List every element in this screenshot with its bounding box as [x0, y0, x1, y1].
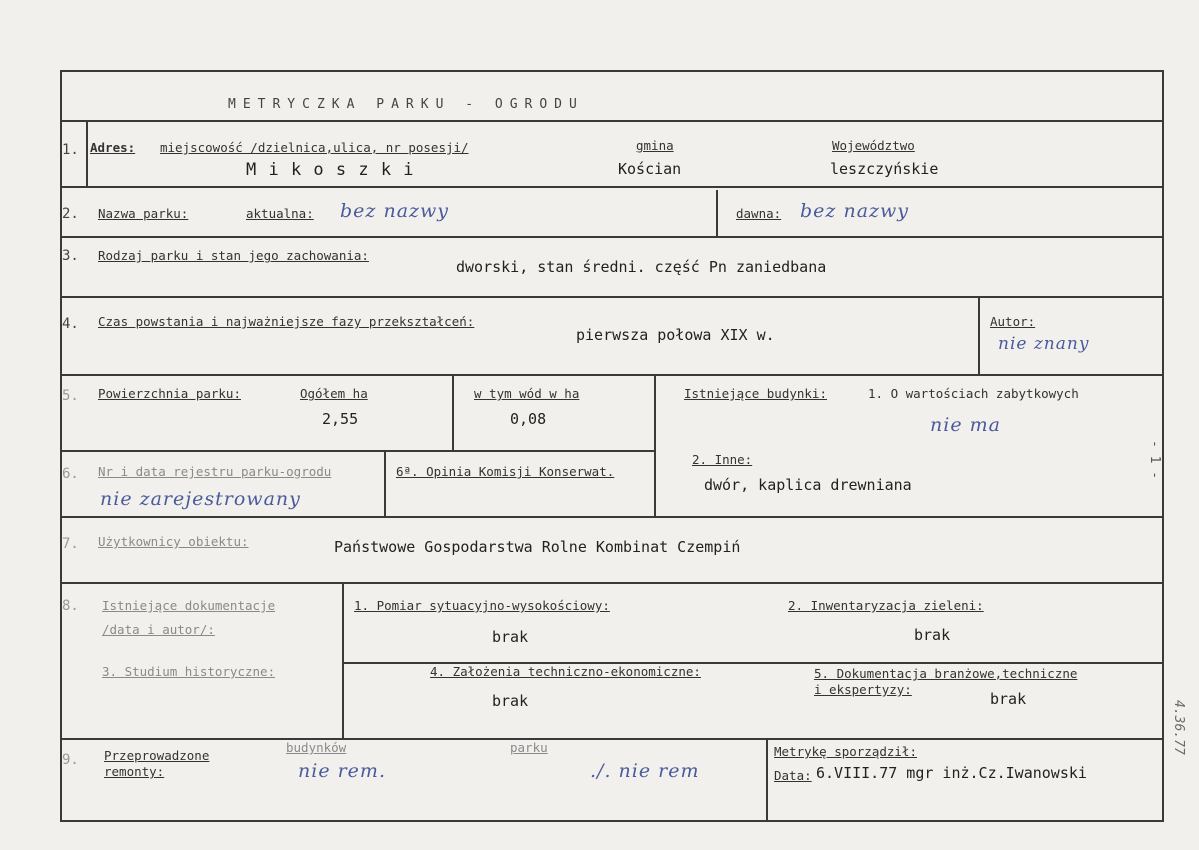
section-number: 8. [62, 598, 79, 614]
inwentaryzacja-label: 2. Inwentaryzacja zieleni: [788, 598, 984, 613]
section-number: 5. [62, 388, 79, 404]
parku-label: parku [510, 740, 548, 755]
dawna-label: dawna: [736, 206, 782, 221]
rule [60, 374, 1164, 376]
adres-label: Adres: [90, 140, 136, 155]
powierzchnia-label: Powierzchnia parku: [98, 386, 241, 401]
aktualna-label: aktualna: [246, 206, 314, 221]
gmina-label: gmina [636, 138, 674, 153]
rule [60, 186, 1164, 188]
autor-label: Autor: [990, 314, 1036, 329]
uzytkownicy-value: Państwowe Gospodarstwa Rolne Kombinat Czempiń [334, 538, 741, 556]
ogolem-value: 2,55 [322, 410, 359, 428]
nazwa-label: Nazwa parku: [98, 206, 189, 221]
wod-value: 0,08 [510, 410, 547, 428]
rejestr-label: Nr i data rejestru parku-ogrodu [98, 464, 332, 479]
autor-handwritten: nie znany [998, 334, 1090, 354]
rule [654, 374, 656, 516]
budynkow-label: budynków [286, 740, 347, 755]
remonty-label: Przeprowadzone [104, 748, 210, 763]
rule [60, 236, 1164, 238]
section-number: 9. [62, 752, 79, 768]
ekspertyzy-value: brak [990, 690, 1027, 708]
rule [60, 738, 1164, 740]
uzytkownicy-label: Użytkownicy obiektu: [98, 534, 249, 549]
rodzaj-label: Rodzaj parku i stan jego zachowania: [98, 248, 369, 263]
miejscowosc-value: M i k o s z k i [246, 160, 415, 180]
section-number: 1. [62, 142, 79, 158]
rule [60, 516, 1164, 518]
sporzadzil-label: Metrykę sporządził: [774, 744, 917, 759]
wojewodztwo-label: Województwo [832, 138, 915, 153]
budynkow-handwritten: nie rem. [298, 760, 386, 782]
rule [342, 582, 344, 738]
branzowe-label: 5. Dokumentacja branżowe,techniczne [814, 666, 1078, 681]
czas-value: pierwsza połowa XIX w. [576, 326, 775, 344]
form-title: METRYCZKA PARKU - OGRODU [228, 97, 584, 112]
zalozenia-label: 4. Założenia techniczno-ekonomiczne: [430, 664, 701, 679]
section-number: 6. [62, 466, 79, 482]
rule [60, 120, 1164, 122]
inne-value: dwór, kaplica drewniana [704, 476, 912, 494]
czas-label: Czas powstania i najważniejsze fazy przekształceń: [98, 314, 475, 329]
wod-label: w tym wód w ha [474, 386, 580, 401]
remonty-sublabel: remonty: [104, 764, 165, 779]
section-number: 4. [62, 316, 79, 332]
rule [716, 190, 718, 236]
section-number: 7. [62, 536, 79, 552]
rule [60, 296, 1164, 298]
zalozenia-value: brak [492, 692, 529, 710]
inne-label: 2. Inne: [692, 452, 753, 467]
section-number: 3. [62, 248, 79, 264]
dokumentacje-sublabel: /data i autor/: [102, 622, 215, 637]
studium-label: 3. Studium historyczne: [102, 664, 276, 679]
ogolem-label: Ogółem ha [300, 386, 368, 401]
budynki-zabytkowe-handwritten: nie ma [930, 414, 1001, 436]
form-frame [60, 70, 1164, 822]
rejestr-handwritten: nie zarejestrowany [100, 488, 301, 510]
budynki-label: Istniejące budynki: [684, 386, 827, 401]
data-label: Data: [774, 768, 812, 783]
parku-handwritten: ./. nie rem [590, 760, 700, 782]
page-number: - 1 - [1147, 440, 1162, 480]
aktualna-handwritten: bez nazwy [340, 200, 450, 222]
wojewodztwo-value: leszczyńskie [830, 160, 939, 178]
rule [978, 296, 980, 374]
rule [766, 738, 768, 822]
dokumentacje-label: Istniejące dokumentacje [102, 598, 276, 613]
rule [60, 582, 1164, 584]
adres-sublabel: miejscowość /dzielnica,ulica, nr posesji/ [160, 140, 469, 155]
rule [452, 374, 454, 450]
data-value: 6.VIII.77 mgr inż.Cz.Iwanowski [816, 764, 1087, 782]
inwentaryzacja-value: brak [914, 626, 951, 644]
pomiar-value: brak [492, 628, 529, 646]
gmina-value: Kościan [618, 160, 682, 178]
side-note: 4.36.77 [1171, 700, 1186, 755]
pomiar-label: 1. Pomiar sytuacyjno-wysokościowy: [354, 598, 610, 613]
rodzaj-value: dworski, stan średni. część Pn zaniedbana [456, 258, 827, 276]
dawna-handwritten: bez nazwy [800, 200, 910, 222]
section-number: 2. [62, 206, 79, 222]
rule [384, 450, 386, 516]
ekspertyzy-label: i ekspertyzy: [814, 682, 912, 697]
budynki-zabytkowe-label: 1. O wartościach zabytkowych [868, 386, 1079, 401]
rule [60, 450, 654, 452]
rule [86, 120, 88, 186]
opinia-label: 6ª. Opinia Komisji Konserwat. [396, 464, 615, 479]
